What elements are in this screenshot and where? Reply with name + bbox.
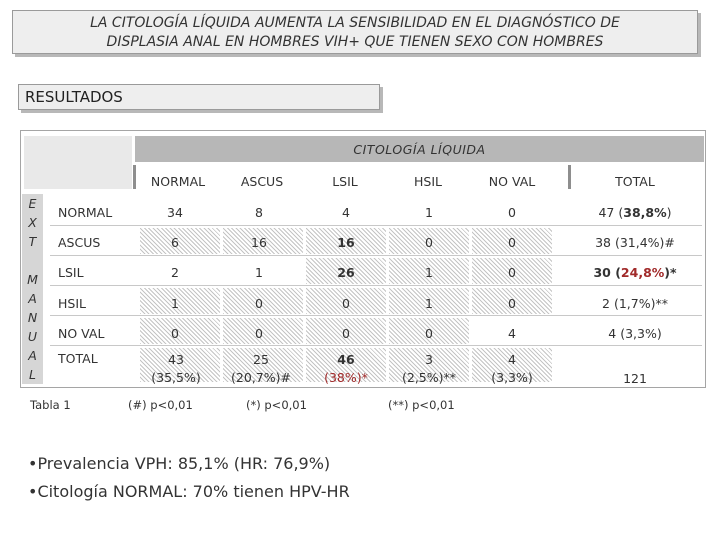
table-cell: 2 [171,265,179,280]
side-letter: A [28,291,37,306]
table-cell: 0 [508,265,516,280]
footnote-double-star: (**) p<0,01 [388,398,455,412]
table-cell: 1 [425,205,433,220]
total-col-hsil [385,351,473,387]
section-label: RESULTADOS [18,84,380,110]
row-separator [50,225,702,226]
total-text: 38 (31,4%)# [595,235,675,250]
row-separator [50,315,702,316]
total-percent: (3,3%) [491,370,533,385]
col-header-ascus: ASCUS [240,174,284,189]
total-text: )* [664,265,677,280]
side-letter: E [28,196,37,211]
header-divider [133,165,136,189]
table-cell-total [570,296,700,311]
table-caption: Tabla 1 [30,398,71,412]
total-text: 4 (3,3%) [608,326,662,341]
table-cell-total [570,265,700,280]
total-percent: (38%)* [324,370,368,385]
table-cell: 4 [508,326,516,341]
total-text: 2 (1,7%)** [602,296,668,311]
total-value: 25 [253,352,269,367]
total-col-ascus [218,351,304,387]
table-cell: 1 [425,265,433,280]
side-letter: A [28,348,37,363]
total-percent: (20,7%)# [231,370,291,385]
table-cell: 0 [342,296,350,311]
title-box [12,10,698,54]
table-cell: 0 [425,326,433,341]
row-label-total: TOTAL [58,351,98,366]
side-letter: M [27,272,38,287]
row-separator [50,255,702,256]
total-text: ) [666,205,672,220]
table-cell: 0 [342,326,350,341]
col-header-noval: NO VAL [488,174,536,189]
total-percent: (2,5%)** [401,370,456,385]
bullet-prevalence: •Prevalencia VPH: 85,1% (HR: 76,9%) [28,454,331,473]
table-cell: 0 [255,296,263,311]
table-cell: 16 [337,235,355,250]
table-cell: 4 [342,205,350,220]
side-label-extmanual [22,194,43,384]
header-divider [568,165,571,189]
table-cell: 34 [167,205,183,220]
bullet-normal-cytology: •Citología NORMAL: 70% tienen HPV-HR [28,482,350,501]
row-label-noval: NO VAL [58,326,105,341]
total-col-noval [472,351,552,387]
total-text: 30 ( [593,265,621,280]
total-value: 4 [508,352,516,367]
row-separator [50,285,702,286]
table-cell-total [570,205,700,220]
total-value: 43 [168,352,184,367]
total-col-lsil [306,351,386,387]
side-letter: X [28,215,37,230]
title-line-1: LA CITOLOGÍA LÍQUIDA AUMENTA LA SENSIBILIDAD EN EL DIAGNÓSTICO DE [90,15,620,31]
total-value: 3 [425,352,433,367]
row-label-normal: NORMAL [58,205,113,220]
row-label-ascus: ASCUS [58,235,101,250]
table-cell: 0 [425,235,433,250]
col-header-normal: NORMAL [150,174,206,189]
table-cell: 0 [508,205,516,220]
table-cell: 26 [337,265,355,280]
total-percent: 24,8% [620,265,665,280]
total-value: 46 [337,352,355,367]
table-cell: 6 [171,235,179,250]
col-header-hsil: HSIL [414,174,442,189]
total-percent: (35,5%) [151,370,201,385]
table-corner [24,136,132,189]
footnote-star: (*) p<0,01 [246,398,307,412]
total-text: 47 ( [598,205,624,220]
group-header: CITOLOGÍA LÍQUIDA [135,136,704,162]
table-cell: 16 [251,235,267,250]
table-cell: 8 [255,205,263,220]
table-cell: 0 [171,326,179,341]
side-letter: T [28,234,37,249]
table-cell: 1 [255,265,263,280]
table-cell: 1 [425,296,433,311]
table-cell: 1 [171,296,179,311]
row-label-lsil: LSIL [58,265,84,280]
row-label-hsil: HSIL [58,296,86,311]
grand-total: 121 [623,371,647,386]
table-cell: 0 [508,235,516,250]
row-separator [50,345,702,346]
table-cell: 0 [508,296,516,311]
title-line-2: DISPLASIA ANAL EN HOMBRES VIH+ QUE TIENEN SEXO CON HOMBRES [106,34,604,50]
col-header-lsil: LSIL [332,174,358,189]
side-letter: U [27,329,38,344]
total-percent: 38,8% [623,205,667,220]
total-col-normal [138,351,214,387]
table-cell-total [570,326,700,341]
side-letter: L [29,367,36,382]
col-header-total: TOTAL [615,174,655,189]
table-cell-total [570,235,700,250]
footnote-hash: (#) p<0,01 [128,398,193,412]
table-cell: 0 [255,326,263,341]
side-letter: N [27,310,38,325]
